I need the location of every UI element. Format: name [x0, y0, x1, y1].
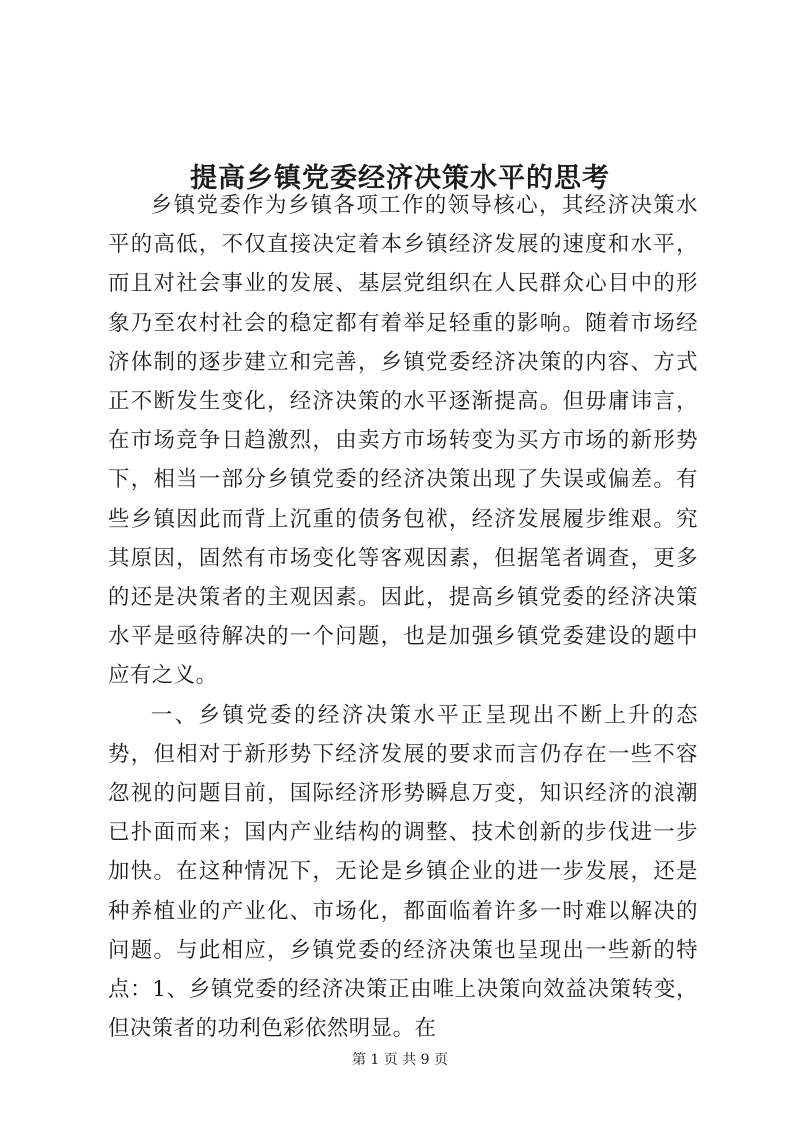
page-number: 第 1 页 共 9 页	[351, 1052, 449, 1068]
paragraph-intro: 乡镇党委作为乡镇各项工作的领导核心，其经济决策水平的高低，不仅直接决定着本乡镇经济发展的速度和水平，而且对社会事业的发展、基层党组织在人民群众心目中的形象乃至农村社会的稳定都有着举足轻重的影响。随着市场经济体制的逐步建立和完善，乡镇党委经济决策的内容、方式正不断发生变化，经济决策的水平逐渐提高。但毋庸讳言，在市场竞争日趋激烈，由卖方市场转变为买方市场的新形势下，相当一部分乡镇党委的经济决策出现了失误或偏差。有些乡镇因此而背上沉重的债务包袱，经济发展履步维艰。究其原因，固然有市场变化等客观因素，但据笔者调查，更多的还是决策者的主观因素。因此，提高乡镇党委的经济决策水平是亟待解决的一个问题，也是加强乡镇党委建设的题中应有之义。	[108, 193, 698, 689]
paragraph-section-one: 一、乡镇党委的经济决策水平正呈现出不断上升的态势，但相对于新形势下经济发展的要求而言仍存在一些不容忽视的问题目前，国际经济形势瞬息万变，知识经济的浪潮已扑面而来；国内产业结构的调整、技术创新的步伐进一步加快。在这种情况下，无论是乡镇企业的进一步发展，还是种养植业的产业化、市场化，都面临着许多一时难以解决的问题。与此相应，乡镇党委的经济决策也呈现出一些新的特点：1、乡镇党委的经济决策正由唯上决策向效益决策转变，但决策者的功利色彩依然明显。在	[108, 702, 698, 1042]
document-body	[108, 186, 698, 1048]
document-title: 提高乡镇党委经济决策水平的思考	[190, 163, 610, 195]
